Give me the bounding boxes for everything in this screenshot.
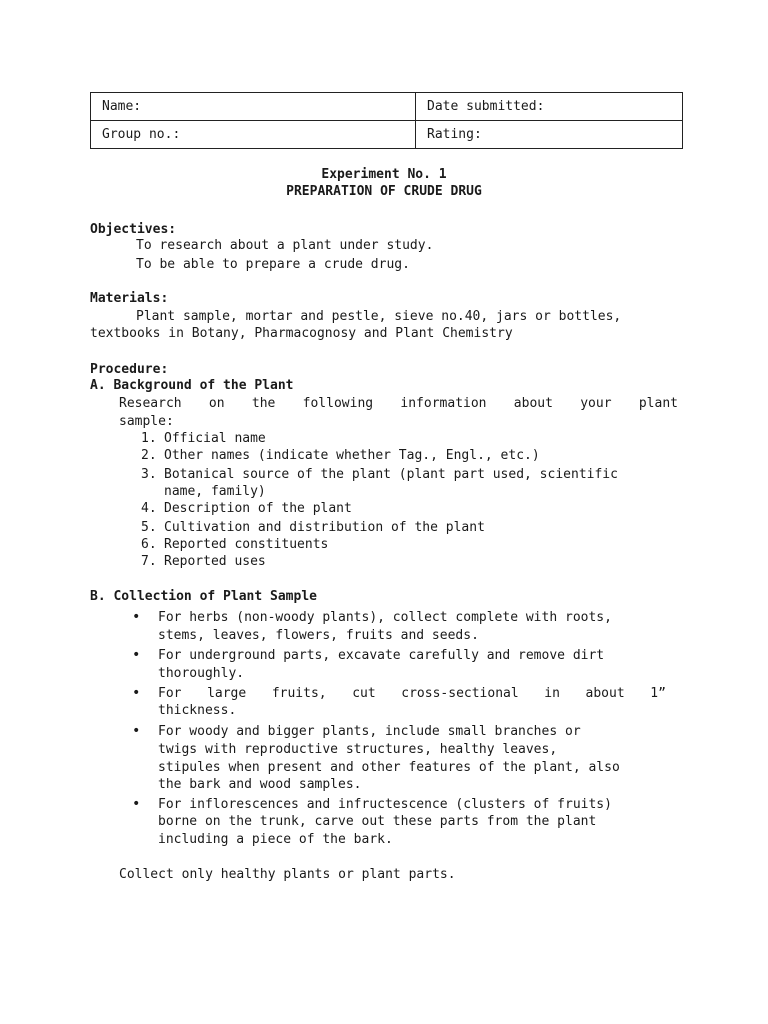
bullet-word: For: [158, 686, 182, 701]
name-field: Name:: [91, 93, 416, 121]
bullet-icon: •: [132, 796, 141, 812]
intro-word: information: [400, 396, 487, 411]
bullet-text: twigs with reproductive structures, healthy leaves,: [158, 742, 558, 757]
bullet-text: stems, leaves, flowers, fruits and seeds.: [158, 628, 479, 643]
list-number: 6.: [141, 537, 157, 552]
section-a-heading: A. Background of the Plant: [90, 378, 294, 393]
bullet-icon: •: [132, 609, 141, 625]
intro-word: Research: [119, 396, 182, 411]
intro-word: your: [580, 396, 612, 411]
section-a-intro: [119, 395, 678, 412]
rating-field: Rating:: [416, 121, 683, 149]
list-item: Other names (indicate whether Tag., Engl., etc.): [164, 448, 540, 463]
intro-word: following: [302, 396, 374, 411]
bullet-icon: •: [132, 723, 141, 739]
bullet-text: For herbs (non-woody plants), collect complete with roots,: [158, 610, 612, 625]
bullet-word: in: [544, 686, 560, 701]
list-item: Botanical source of the plant (plant part used, scientific: [164, 467, 618, 482]
bullet-word: cross-sectional: [401, 686, 519, 701]
bullet-text: For inflorescences and infructescence (clusters of fruits): [158, 797, 612, 812]
materials-text: Plant sample, mortar and pestle, sieve no.40, jars or bottles,: [136, 309, 622, 324]
procedure-heading: Procedure:: [90, 362, 169, 377]
list-item: Reported uses: [164, 554, 266, 569]
list-number: 3.: [141, 467, 157, 482]
section-b-heading: B. Collection of Plant Sample: [90, 589, 317, 604]
bullet-text: stipules when present and other features of the plant, also: [158, 760, 620, 775]
bullet-word: large: [207, 686, 247, 701]
bullet-text: the bark and wood samples.: [158, 777, 362, 792]
bullet-word: 1”: [650, 686, 666, 701]
closing-note: Collect only healthy plants or plant parts.: [119, 867, 456, 882]
intro-word: the: [251, 396, 276, 411]
materials-text: textbooks in Botany, Pharmacognosy and Plant Chemistry: [90, 326, 513, 341]
bullet-text: thickness.: [158, 703, 237, 718]
list-item: Reported constituents: [164, 537, 329, 552]
bullet-text: including a piece of the bark.: [158, 832, 393, 847]
list-item: Description of the plant: [164, 501, 352, 516]
list-number: 7.: [141, 554, 157, 569]
intro-word: plant: [638, 396, 678, 411]
experiment-number: Experiment No. 1: [321, 167, 447, 182]
list-item: Official name: [164, 431, 266, 446]
bullet-text: borne on the trunk, carve out these parts from the plant: [158, 814, 597, 829]
list-number: 4.: [141, 501, 157, 516]
bullet-icon: •: [132, 647, 141, 663]
list-number: 1.: [141, 431, 157, 446]
list-number: 2.: [141, 448, 157, 463]
bullet-text: For underground parts, excavate carefully and remove dirt: [158, 648, 605, 663]
bullet-text: For woody and bigger plants, include small branches or: [158, 724, 581, 739]
bullet-text: thoroughly.: [158, 666, 245, 681]
objective-item: To research about a plant under study.: [136, 238, 434, 253]
intro-word: about: [513, 396, 553, 411]
group-no-field: Group no.:: [91, 121, 416, 149]
list-number: 5.: [141, 520, 157, 535]
objective-item: To be able to prepare a crude drug.: [136, 257, 410, 272]
intro-word: on: [208, 396, 225, 411]
materials-heading: Materials:: [90, 291, 169, 306]
bullet-word: about: [585, 686, 625, 701]
list-item: Cultivation and distribution of the plant: [164, 520, 485, 535]
info-table: [90, 92, 683, 149]
bullet-text-justified: [158, 685, 666, 702]
bullet-word: cut: [352, 686, 376, 701]
list-item-cont: name, family): [164, 484, 266, 499]
date-submitted-field: Date submitted:: [416, 93, 683, 121]
bullet-icon: •: [132, 685, 141, 701]
bullet-word: fruits,: [271, 686, 327, 701]
section-a-intro-cont: sample:: [119, 414, 174, 429]
objectives-heading: Objectives:: [90, 222, 177, 237]
experiment-title: PREPARATION OF CRUDE DRUG: [286, 184, 482, 199]
